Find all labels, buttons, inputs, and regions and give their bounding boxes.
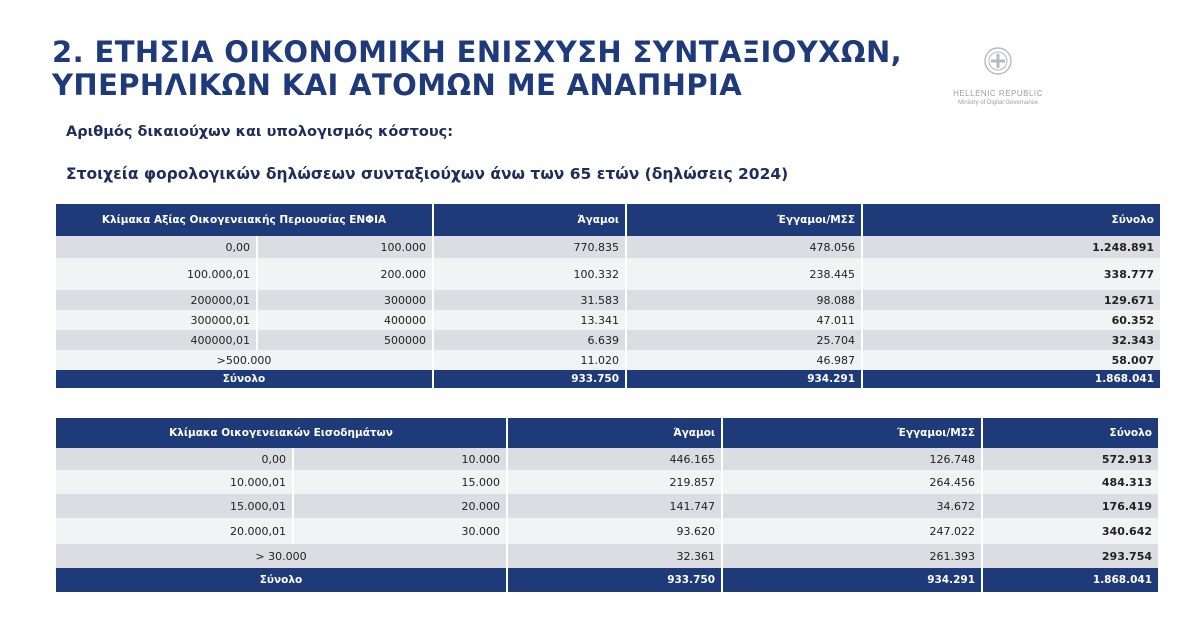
grand-total: 1.868.041 [983,568,1158,592]
married-value: 126.748 [723,448,981,470]
table-row [56,518,1158,544]
total-value: 60.352 [863,310,1160,330]
total-value: 484.313 [983,470,1158,494]
grand-total: 1.868.041 [863,370,1160,388]
single-value: 770.835 [434,236,625,258]
total-value: 572.913 [983,448,1158,470]
married-value: 25.704 [627,330,861,350]
table-row [56,236,1160,258]
married-value: 247.022 [723,518,981,544]
header-total: Σύνολο [983,418,1158,448]
total-label: Σύνολο [56,568,506,592]
single-total: 933.750 [434,370,625,388]
single-value: 141.747 [508,494,721,518]
range-to: 200.000 [258,258,432,290]
total-value: 1.248.891 [863,236,1160,258]
table-row [56,350,1160,370]
range-to: 10.000 [294,448,506,470]
single-value: 13.341 [434,310,625,330]
range-from: 300000,01 [56,310,256,330]
range-from: 20.000,01 [56,518,292,544]
total-value: 293.754 [983,544,1158,568]
property-value-table [54,204,1162,388]
total-value: 176.419 [983,494,1158,518]
table-row [56,544,1158,568]
range-from: > 30.000 [56,544,506,568]
header-total: Σύνολο [863,204,1160,236]
header-married: Έγγαμοι/ΜΣΣ [627,204,861,236]
range-to: 100.000 [258,236,432,258]
range-from: 0,00 [56,448,292,470]
income-table [54,418,1160,592]
married-value: 47.011 [627,310,861,330]
range-to: 400000 [258,310,432,330]
header-married: Έγγαμοι/ΜΣΣ [723,418,981,448]
total-value: 58.007 [863,350,1160,370]
single-value: 32.361 [508,544,721,568]
header-single: Άγαμοι [434,204,625,236]
total-value: 129.671 [863,290,1160,310]
header-single: Άγαμοι [508,418,721,448]
married-total: 934.291 [627,370,861,388]
total-label: Σύνολο [56,370,432,388]
range-from: 10.000,01 [56,470,292,494]
range-from: 15.000,01 [56,494,292,518]
range-from: 400000,01 [56,330,256,350]
married-value: 98.088 [627,290,861,310]
range-to: 15.000 [294,470,506,494]
range-to: 20.000 [294,494,506,518]
single-total: 933.750 [508,568,721,592]
single-value: 93.620 [508,518,721,544]
married-value: 46.987 [627,350,861,370]
header-property-scale: Κλίμακα Αξίας Οικογενειακής Περιουσίας ΕΝΦΙΑ [56,204,432,236]
married-value: 34.672 [723,494,981,518]
table-row [56,258,1160,290]
total-row [56,568,1158,592]
ministry-logo [938,46,1058,110]
table-row [56,330,1160,350]
logo-text-line-2: Ministry of Digital Governance [957,100,1039,106]
table-header-row [56,204,1160,236]
range-to: 500000 [258,330,432,350]
table-row [56,290,1160,310]
range-from: 0,00 [56,236,256,258]
title-line-1: 2. ΕΤΗΣΙΑ ΟΙΚΟΝΟΜΙΚΗ ΕΝΙΣΧΥΣΗ ΣΥΝΤΑΞΙΟΥΧΩΝ, [52,35,903,69]
single-value: 219.857 [508,470,721,494]
subtitle-beneficiaries: Αριθμός δικαιούχων και υπολογισμός κόστους: [66,124,454,140]
range-from: 100.000,01 [56,258,256,290]
page-title [52,36,952,102]
married-value: 264.456 [723,470,981,494]
single-value: 6.639 [434,330,625,350]
married-value: 478.056 [627,236,861,258]
subtitle-tax-returns: Στοιχεία φορολογικών δηλώσεων συνταξιούχων άνω των 65 ετών (δηλώσεις 2024) [66,165,789,183]
total-value: 340.642 [983,518,1158,544]
single-value: 31.583 [434,290,625,310]
greek-seal-icon [983,46,1013,76]
married-value: 261.393 [723,544,981,568]
header-income-scale: Κλίμακα Οικογενειακών Εισοδημάτων [56,418,506,448]
logo-text-line-1: HELLENIC REPUBLIC [953,89,1043,98]
range-from: 200000,01 [56,290,256,310]
range-to: 30.000 [294,518,506,544]
title-line-2: ΥΠΕΡΗΛΙΚΩΝ ΚΑΙ ΑΤΟΜΩΝ ΜΕ ΑΝΑΠΗΡΙΑ [52,68,743,102]
table-row [56,494,1158,518]
range-from: >500.000 [56,350,432,370]
total-value: 32.343 [863,330,1160,350]
married-value: 238.445 [627,258,861,290]
married-total: 934.291 [723,568,981,592]
single-value: 446.165 [508,448,721,470]
total-row [56,370,1160,388]
table-row [56,310,1160,330]
table-row [56,470,1158,494]
single-value: 100.332 [434,258,625,290]
single-value: 11.020 [434,350,625,370]
table-row [56,448,1158,470]
table-header-row [56,418,1158,448]
range-to: 300000 [258,290,432,310]
total-value: 338.777 [863,258,1160,290]
